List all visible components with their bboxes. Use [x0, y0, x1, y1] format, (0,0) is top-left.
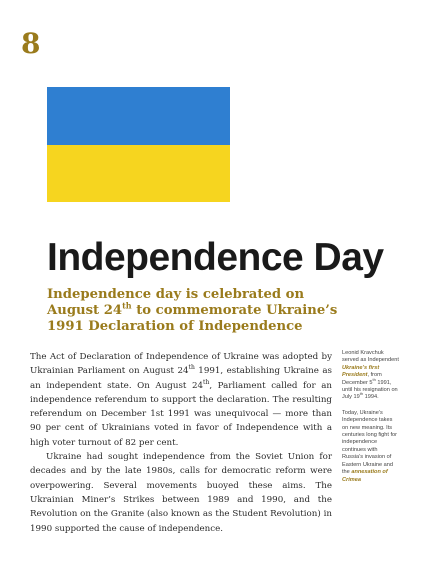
subtitle-text-2: to commemorate Ukraine’s 1991 Declaration of Independence [47, 303, 338, 334]
page-number: 8 [21, 27, 41, 60]
note-text: Today, Ukraine’s Independence takes on new meaning. Its centuries long fight for independence continues with Russia’s invasion of Eastern Ukraine and the [342, 409, 398, 476]
sidebar-note-1 [342, 350, 400, 402]
body-paragraph-1 [30, 350, 332, 450]
ordinal-sup: th [188, 364, 195, 372]
page-title: Independence Day [47, 236, 384, 279]
subtitle-text-1: Independence day is celebrated on August 24 [47, 287, 305, 318]
body-text [30, 350, 332, 536]
sidebar-notes [342, 350, 400, 492]
subtitle-ordinal: th [122, 300, 132, 311]
ordinal-sup: th [359, 391, 364, 397]
note-highlight: annexation of Crimea [342, 469, 388, 483]
body-text-1b: 1991, establishing Ukraine as an independent state. On August 24 [30, 366, 332, 391]
body-paragraph-2: Ukraine had sought independence from the Soviet Union for decades and by the late 1980s, calls for democratic reform were overpowering. Several movements buoyed these aims. The Ukrainian Miner’s Strikes between 1989 and 1990, and the Revolution on the Granite (also known as the Student Revolution) in 1990 supported the cause of independence. [30, 452, 332, 534]
note-text: 1991, until his resignation on July 19 [342, 379, 398, 401]
flag-yellow-stripe [47, 145, 230, 203]
body-text-1a: The Act of Declaration of Independence of Ukraine was adopted by Ukrainian Parliament on August 24 [30, 352, 332, 377]
note-text: , from December 5 [342, 372, 382, 386]
note-text: 1994. [363, 394, 379, 401]
ukraine-flag-image [47, 87, 230, 202]
subtitle [47, 287, 347, 335]
body-text-1c: , Parliament called for an independence referendum to support the declaration. The resulting referendum on December 1st 1991 was unequivocal — more than 90 per cent of Ukrainians voted in favor of Independence with a high voter turnout of 82 per cent. [30, 380, 332, 448]
ordinal-sup: th [203, 378, 210, 386]
sidebar-note-2 [342, 410, 400, 484]
note-text: Leonid Kravchuk served as Independent [342, 350, 399, 364]
flag-blue-stripe [47, 87, 230, 145]
note-highlight: Ukraine’s first President [342, 364, 380, 379]
ordinal-sup: th [372, 376, 376, 382]
